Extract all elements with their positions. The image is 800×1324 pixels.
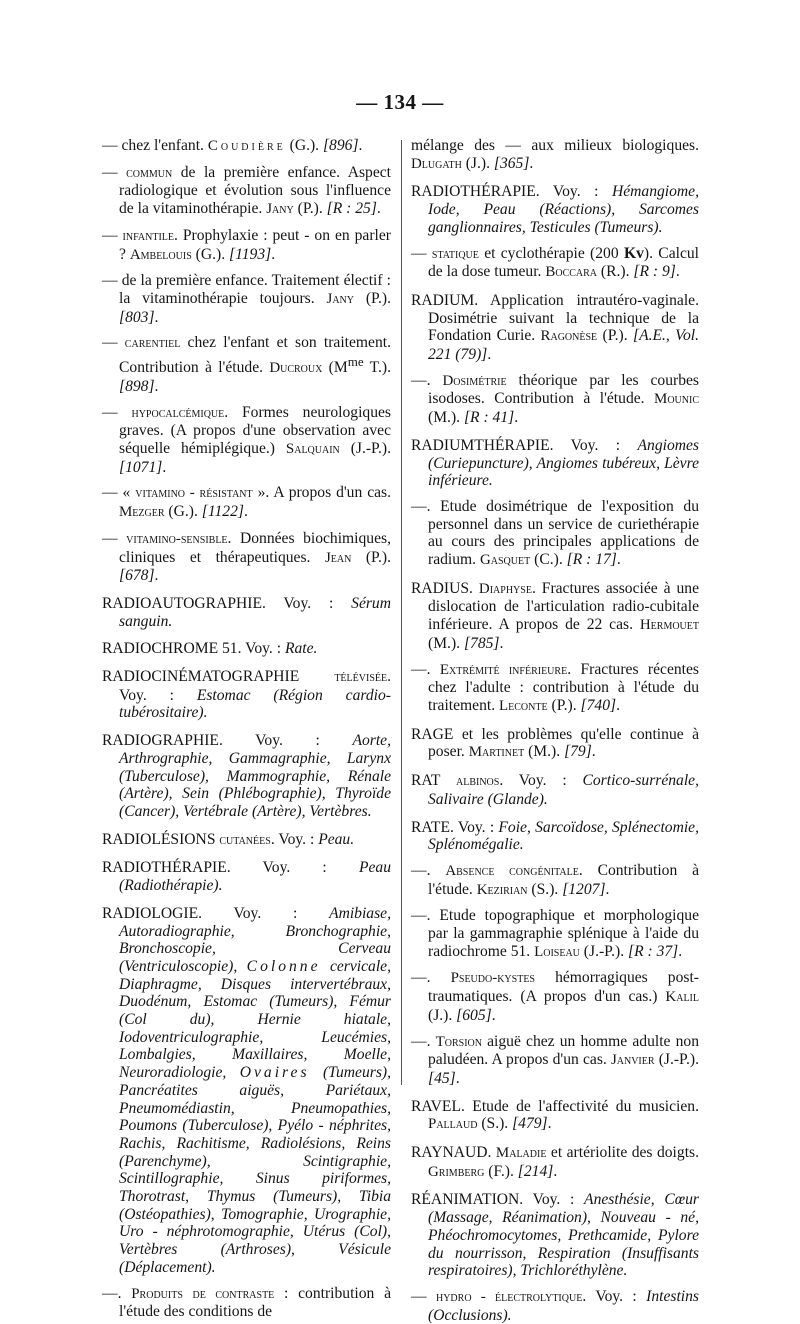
entry-text-segment: et cyclothérapie (200 bbox=[478, 244, 624, 262]
entry-text-segment: Kalil bbox=[665, 989, 699, 1006]
entry-text-segment: Intestins (Occlusions). bbox=[428, 1287, 699, 1324]
index-subentry bbox=[411, 498, 699, 570]
entry-text-segment: RADIOGRAPHIE. Voy. : bbox=[102, 732, 353, 750]
entry-text-segment: T.). bbox=[363, 359, 391, 377]
entry-text-segment: Pallaud bbox=[428, 1116, 478, 1133]
entry-text-segment: [1207] bbox=[562, 880, 606, 898]
entry-text-segment: commun bbox=[126, 164, 173, 181]
entry-text-segment: . Voy. : bbox=[270, 830, 319, 848]
entry-text-segment: hydro - électrolytique bbox=[435, 1288, 583, 1305]
entry-text-segment: RADIOCHROME 51. Voy. : bbox=[102, 640, 285, 658]
entry-text-segment: Gasquet bbox=[479, 552, 531, 569]
entry-text-segment: . bbox=[243, 503, 248, 521]
entry-text-segment: Jany bbox=[326, 290, 354, 307]
entry-text-segment: [479] bbox=[512, 1115, 548, 1133]
entry-text-segment: [365] bbox=[493, 154, 530, 172]
index-heading-entry bbox=[411, 1144, 699, 1181]
entry-text-segment: vitamino - résistant bbox=[135, 485, 253, 502]
index-heading-entry bbox=[102, 640, 391, 658]
entry-text-segment: [214] bbox=[517, 1162, 554, 1180]
entry-text-segment: . Fractures associée à une dislocation de l'articulation radio-cubitale inférieure. A propos de 22 cas. bbox=[428, 579, 699, 634]
entry-text-segment: . bbox=[154, 308, 159, 326]
index-heading-entry bbox=[102, 732, 391, 821]
entry-text-segment: (P.). bbox=[351, 548, 391, 566]
entry-text-segment: —. Etude dosimétrique de l'exposition du personnel dans un service de curiethérapie au cours des principales applications de radium. bbox=[411, 497, 699, 569]
entry-text-segment: (P.). bbox=[293, 200, 327, 218]
entry-text-segment: Mezger bbox=[119, 504, 165, 521]
entry-text-segment: — bbox=[411, 244, 432, 262]
entry-text-segment: . bbox=[675, 263, 680, 281]
index-subentry bbox=[411, 245, 699, 282]
index-heading-entry bbox=[102, 905, 391, 1277]
entry-text-segment: [785] bbox=[463, 634, 500, 652]
entry-text-segment: [740] bbox=[580, 696, 617, 714]
entry-text-segment: Kv bbox=[623, 244, 644, 262]
entry-text-segment: Pseudo-kystes bbox=[450, 970, 535, 987]
entry-text-segment: (F.). bbox=[484, 1162, 518, 1180]
entry-text-segment: — bbox=[411, 1287, 436, 1305]
entry-text-segment: (M.). bbox=[428, 634, 464, 652]
index-heading-entry bbox=[102, 859, 391, 894]
entry-text-segment: . Voy. : bbox=[119, 668, 391, 704]
entry-text-segment: — bbox=[102, 529, 127, 547]
entry-text-segment: cutanées bbox=[219, 831, 271, 848]
entry-text-segment: Estomac (Région cardio-tubérositaire). bbox=[119, 686, 391, 722]
entry-text-segment: (G.). bbox=[164, 503, 202, 521]
index-subentry bbox=[411, 907, 699, 961]
entry-text-segment: (P.). bbox=[547, 696, 581, 714]
entry-text-segment: (J.). bbox=[428, 1006, 457, 1024]
entry-text-segment: —. bbox=[411, 371, 443, 389]
entry-text-segment: [79] bbox=[564, 743, 592, 761]
entry-text-segment: [898] bbox=[119, 377, 155, 395]
entry-text-segment: Diaphyse bbox=[478, 580, 532, 597]
entry-text-segment: (P.). bbox=[597, 327, 633, 345]
entry-text-segment: (M.). bbox=[524, 743, 565, 761]
entry-text-segment: Hermouet bbox=[639, 617, 699, 634]
entry-text-segment: [R : 41] bbox=[463, 409, 515, 427]
index-subentry bbox=[102, 227, 391, 264]
entry-text-segment: . Voy. : bbox=[582, 1287, 647, 1305]
index-heading-entry bbox=[411, 292, 699, 364]
entry-text-segment: Martinet bbox=[468, 744, 525, 761]
entry-text-segment: [678] bbox=[119, 567, 155, 585]
index-heading-entry bbox=[411, 437, 699, 490]
entry-text-segment: Foie, Sarcoïdose, Splénectomie, Splénomégalie. bbox=[428, 818, 699, 854]
entry-text-segment: . Données biochimiques, cliniques et thérapeutiques. bbox=[119, 529, 391, 566]
entry-text-segment: (R.). bbox=[597, 263, 634, 281]
entry-text-segment: . bbox=[162, 458, 167, 476]
entry-text-segment: RADIOTHÉRAPIE. Voy. : bbox=[102, 859, 359, 877]
entry-text-segment: (G.). bbox=[191, 245, 230, 263]
entry-text-segment: . bbox=[358, 137, 363, 154]
entry-text-segment: [R : 17] bbox=[566, 551, 617, 569]
entry-text-segment: Jany bbox=[266, 201, 294, 218]
index-subentry bbox=[411, 137, 699, 173]
index-heading-entry bbox=[411, 183, 699, 236]
entry-text-segment: ). Calcul de la dose tumeur. bbox=[428, 244, 699, 281]
entry-text-segment: [R : 9] bbox=[633, 263, 676, 281]
entry-text-segment: . bbox=[491, 1006, 496, 1024]
entry-text-segment: (S.). bbox=[527, 880, 563, 898]
entry-text-segment: . bbox=[455, 1069, 460, 1087]
index-subentry bbox=[102, 164, 391, 219]
entry-text-segment: Ducroux bbox=[269, 360, 323, 377]
index-heading-entry bbox=[102, 831, 391, 850]
entry-text-segment: Anesthésie, Cœur (Massage, Réanimation), Nouveau - né, Phéochromocytomes, Prethcamide, Pylore du nourrisson, Respiration (Insuffisants respiratoires), Trichloréthylène. bbox=[428, 1191, 699, 1280]
entry-text-segment: —. bbox=[411, 969, 451, 987]
entry-text-segment: Produits de contraste bbox=[131, 1285, 275, 1302]
entry-text-segment: Rate. bbox=[284, 640, 318, 658]
entry-text-segment: RADIOLOGIE. Voy. : bbox=[102, 904, 330, 922]
entry-text-segment: —. bbox=[411, 1032, 436, 1050]
entry-text-segment: RÉANIMATION. Voy. : bbox=[411, 1191, 585, 1209]
entry-text-segment: [R : 25] bbox=[326, 200, 377, 218]
left-column bbox=[102, 137, 391, 1321]
entry-text-segment: (J.-P.). bbox=[579, 942, 628, 960]
entry-text-segment: Maladie bbox=[495, 1145, 547, 1162]
entry-text-segment: théorique par les courbes isodoses. Contribution à l'étude. bbox=[428, 371, 700, 408]
entry-text-segment: (J.-P.). bbox=[654, 1051, 699, 1069]
entry-text-segment: télévisée bbox=[334, 669, 388, 686]
entry-text-segment: [605] bbox=[456, 1006, 492, 1024]
entry-text-segment: — bbox=[102, 163, 127, 181]
entry-text-segment: Aorte, Arthrographie, Gammagraphie, Larynx (Tuberculose), Mammographie, Rénale (Artère), Sein (Phlébographie), Thyroïde (Cancer), Vertébrale (Artère), Vertèbres. bbox=[119, 732, 391, 820]
entry-text-segment: statique bbox=[431, 245, 479, 262]
entry-text-segment: RADIOCINÉMATOGRAPHIE bbox=[102, 668, 335, 686]
index-subentry bbox=[102, 530, 391, 585]
entry-text-segment: . bbox=[529, 154, 534, 172]
index-subentry bbox=[102, 404, 391, 477]
entry-text-segment: (J.). bbox=[461, 154, 494, 172]
entry-text-segment: (Tumeurs), Pancréatites aiguës, Pariétaux, Pneumomédiastin, Pneumopathies, Poumons (Tuberculose), Pyélo - néphrites, Rachis, Rachitisme, Radiolésions, Reins (Parenchyme), Scintigraphie, Scintillographie, Sinus piriformes, Thorotrast, Thymus (Tumeurs), Tibia (Ostéopathies), Tomographie, Urographie, Uro - néphrotomographie, Utérus (Col), Vertèbres (Arthroses), Vésicule (Déplacement). bbox=[119, 1064, 391, 1276]
entry-text-segment: Angiomes (Curiepuncture), Angiomes tubéreux, Lèvre inférieure. bbox=[428, 436, 699, 490]
entry-text-segment: — de la première enfance. Traitement électif : la vitaminothérapie toujours. bbox=[102, 272, 391, 307]
entry-text-segment: carentiel bbox=[124, 335, 181, 352]
entry-text-segment: (S.). bbox=[477, 1115, 513, 1133]
entry-text-segment: — bbox=[102, 334, 125, 352]
entry-text-segment: . bbox=[678, 942, 683, 960]
entry-text-segment: hypocalcémique bbox=[131, 404, 225, 421]
entry-text-segment: mélange des — aux milieux biologiques. bbox=[411, 137, 699, 154]
entry-text-segment: : contribution à l'étude des conditions de bbox=[119, 1284, 391, 1321]
entry-text-segment: Ambelouis bbox=[129, 246, 192, 263]
entry-text-segment: . bbox=[154, 567, 159, 585]
entry-text-segment: Grimberg bbox=[428, 1163, 485, 1180]
index-subentry bbox=[102, 272, 391, 326]
entry-text-segment: et artériolite des doigts. bbox=[546, 1144, 699, 1162]
entry-text-segment: [A.E., Vol. 221 (79)] bbox=[428, 327, 699, 364]
entry-text-segment: . bbox=[154, 377, 159, 395]
index-subentry bbox=[411, 372, 699, 427]
entry-text-segment: RAYNAUD. bbox=[411, 1144, 496, 1162]
entry-text-segment: . Prophylaxie : peut - on en parler ? bbox=[119, 226, 391, 263]
page-number: — 134 — bbox=[356, 90, 444, 114]
entry-text-segment: . Voy. : bbox=[499, 772, 583, 790]
index-subentry bbox=[102, 334, 391, 395]
entry-text-segment: — bbox=[102, 226, 123, 244]
entry-text-segment: —. bbox=[411, 660, 440, 678]
index-heading-entry bbox=[411, 726, 699, 762]
entry-text-segment: Hémangiome, Iode, Peau (Réactions), Sarcomes ganglionnaires, Testicules (Tumeurs). bbox=[428, 183, 699, 236]
entry-text-segment: . bbox=[616, 551, 621, 569]
entry-text-segment: RAVEL. Etude de l'affectivité du musicien. bbox=[411, 1097, 699, 1115]
entry-text-segment: Mounic bbox=[654, 391, 699, 408]
entry-text-segment: — bbox=[102, 403, 132, 421]
entry-text-segment: vitamino-sensible bbox=[126, 530, 228, 547]
index-heading-entry bbox=[411, 772, 699, 808]
entry-text-segment: aiguë chez un homme adulte non paludéen. A propos d'un cas. bbox=[428, 1032, 699, 1069]
entry-text-segment: infantile bbox=[122, 227, 175, 244]
right-column bbox=[411, 137, 699, 1324]
entry-text-segment: Amibiase, Autoradiographie, Bronchographie, Bronchoscopie, Cerveau (Ventriculoscopie), bbox=[119, 904, 391, 975]
entry-text-segment: albinos bbox=[456, 773, 500, 790]
entry-text-segment: [803] bbox=[119, 308, 155, 326]
entry-text-segment: (M bbox=[322, 359, 348, 377]
entry-text-segment: Boccara bbox=[545, 264, 598, 281]
entry-text-segment: [1122] bbox=[201, 503, 244, 521]
entry-text-segment: — chez l'enfant. bbox=[102, 137, 208, 154]
entry-text-segment: cervicale, Diaphragme, Disques intervertébraux, Duodénum, Estomac (Tumeurs), Fémur (Col du), Hernie hiatale, Iodoventriculographie, Leucémies, Lombalgies, Maxillaires, Moelle, Neuroradiologie, bbox=[119, 957, 391, 1082]
entry-text-segment: —. bbox=[102, 1284, 132, 1302]
index-subentry bbox=[102, 484, 391, 521]
index-subentry bbox=[102, 1285, 391, 1321]
entry-text-segment: . bbox=[499, 634, 504, 652]
entry-text-segment: Peau (Radiothérapie). bbox=[119, 859, 391, 895]
entry-text-segment: . Formes neurologiques graves. (A propos d'une observation avec séquelle hémiplégique.) bbox=[119, 403, 392, 458]
entry-text-segment: Salquain bbox=[285, 441, 340, 458]
entry-text-segment: [R : 37] bbox=[628, 942, 679, 960]
index-subentry bbox=[411, 1033, 699, 1088]
entry-text-segment: chez l'enfant et son traitement. Contribution à l'étude. bbox=[119, 334, 391, 377]
entry-text-segment: Loiseau bbox=[534, 943, 580, 960]
entry-text-segment: [45] bbox=[428, 1069, 456, 1087]
entry-text-segment: RAGE et les problèmes qu'elle continue à poser. bbox=[411, 725, 699, 761]
entry-text-segment: RADIUMTHÉRAPIE. Voy. : bbox=[411, 436, 638, 454]
entry-text-segment: Janvier bbox=[610, 1052, 655, 1069]
entry-text-segment: . bbox=[591, 743, 596, 761]
index-heading-entry bbox=[411, 1098, 699, 1134]
entry-text-segment: me bbox=[347, 354, 364, 370]
entry-text-segment: — « bbox=[102, 484, 136, 502]
entry-text-segment: . bbox=[487, 346, 492, 364]
entry-text-segment: de la première enfance. Aspect radiologique et évolution sous l'influence de la vitaminothérapie. bbox=[119, 163, 391, 218]
index-subentry bbox=[411, 661, 699, 716]
entry-text-segment: Colonne bbox=[246, 957, 321, 975]
entry-text-segment: Extrémité inférieure bbox=[439, 661, 568, 678]
entry-text-segment: . bbox=[514, 409, 519, 427]
index-subentry bbox=[411, 862, 699, 899]
index-heading-entry bbox=[102, 668, 391, 722]
entry-text-segment: . bbox=[271, 245, 276, 263]
entry-text-segment: [1071] bbox=[119, 458, 163, 476]
entry-text-segment: —. bbox=[411, 861, 446, 879]
entry-text-segment: Torsion bbox=[435, 1033, 482, 1050]
entry-text-segment: (P.). bbox=[354, 289, 391, 307]
entry-text-segment: Coudière bbox=[207, 138, 286, 154]
entry-text-segment: . bbox=[605, 880, 610, 898]
entry-text-segment: Ovaires bbox=[239, 1064, 310, 1082]
entry-text-segment: RADIOLÉSIONS bbox=[102, 830, 220, 848]
entry-text-segment: Dosimétrie bbox=[442, 372, 507, 389]
entry-text-segment: RAT bbox=[411, 772, 456, 790]
entry-text-segment: Dlugath bbox=[411, 155, 462, 172]
entry-text-segment: Cortico-surrénale, Salivaire (Glande). bbox=[428, 772, 699, 808]
entry-text-segment: Jean bbox=[324, 549, 352, 566]
entry-text-segment: Kezirian bbox=[476, 881, 528, 898]
index-subentry bbox=[102, 137, 391, 156]
entry-text-segment: (C.). bbox=[530, 551, 567, 569]
index-heading-entry bbox=[102, 595, 391, 630]
entry-text-segment: . bbox=[553, 1162, 558, 1180]
entry-text-segment: . bbox=[376, 200, 381, 218]
index-heading-entry bbox=[411, 580, 699, 653]
entry-text-segment: RADIUM. Application intrautéro-vaginale. Dosimétrie suivant la technique de la Fondation Curie. bbox=[411, 291, 699, 345]
entry-text-segment: (M.). bbox=[428, 409, 464, 427]
entry-text-segment: hémorragiques post-traumatiques. (A propos d'un cas.) bbox=[428, 969, 699, 1006]
entry-text-segment: —. Etude topographique et morphologique par la gammagraphie splénique à l'aide du radiochrome 51. bbox=[411, 907, 699, 960]
column-divider bbox=[401, 140, 402, 1085]
index-heading-entry bbox=[411, 1191, 699, 1280]
index-heading-entry bbox=[411, 819, 699, 854]
entry-text-segment: RADIUS. bbox=[411, 579, 479, 597]
index-subentry bbox=[411, 1288, 699, 1324]
entry-text-segment: . bbox=[616, 696, 620, 714]
entry-text-segment: Ragonèse bbox=[540, 328, 598, 345]
entry-text-segment: Peau. bbox=[318, 830, 355, 848]
entry-text-segment: (J.-P.). bbox=[339, 440, 391, 458]
entry-text-segment: [896] bbox=[322, 137, 359, 154]
index-subentry bbox=[411, 969, 699, 1024]
entry-text-segment: . bbox=[547, 1115, 552, 1133]
entry-text-segment: Absence congénitale bbox=[445, 862, 579, 879]
entry-text-segment: [1193] bbox=[229, 245, 272, 263]
entry-text-segment: Sérum sanguin. bbox=[119, 594, 391, 630]
entry-text-segment: (G.). bbox=[285, 137, 323, 154]
entry-text-segment: RADIOTHÉRAPIE. Voy. : bbox=[411, 183, 612, 201]
entry-text-segment: . Fractures récentes chez l'adulte : contribution à l'étude du traitement. bbox=[428, 660, 700, 714]
entry-text-segment: ». A propos d'un cas. bbox=[252, 484, 392, 502]
entry-text-segment: RADIOAUTOGRAPHIE. Voy. : bbox=[102, 594, 352, 612]
entry-text-segment: Leconte bbox=[499, 697, 548, 714]
entry-text-segment: . Contribution à l'étude. bbox=[428, 861, 700, 898]
entry-text-segment: RATE. Voy. : bbox=[411, 818, 499, 836]
